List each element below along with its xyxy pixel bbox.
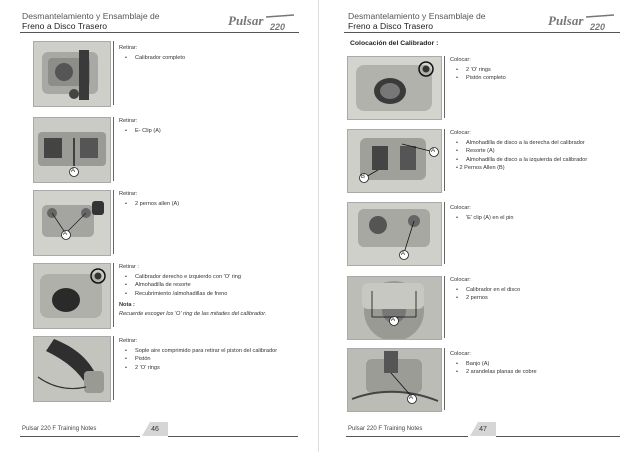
- right-step-5: [450, 350, 615, 377]
- step-item: • E- Clip (A): [125, 127, 304, 136]
- step-item: • Recubrimiento /almohadillas de freno: [125, 290, 309, 299]
- right-step-2: [450, 129, 620, 173]
- step-item: • Pistón completo: [456, 74, 615, 83]
- step-item: • Almohadilla de resorte: [125, 281, 309, 290]
- right-page-number-text: 47: [479, 426, 487, 433]
- callout-a: A: [431, 148, 436, 154]
- svg-text:Pulsar: Pulsar: [548, 13, 584, 28]
- step-item: • 2 'O' rings: [456, 66, 615, 75]
- left-header: [22, 12, 160, 31]
- left-page-number: [142, 422, 168, 436]
- svg-text:Pulsar: Pulsar: [228, 13, 264, 28]
- step-item: • Almohadilla de disco a la derecha del calibrador: [456, 139, 620, 148]
- step-heading: Retirar :: [119, 264, 139, 270]
- photo-caliper-removal: [33, 41, 111, 107]
- right-header-line1: Desmantelamiento y Ensamblaje de: [348, 11, 486, 21]
- left-step-1: [119, 44, 304, 62]
- step-item: • Sople aire comprimido para retirar el piston del calibrador: [125, 347, 309, 356]
- left-step-3: [119, 190, 304, 208]
- step-heading: Colocar:: [450, 351, 471, 357]
- step-item: • 2 'O' rings: [125, 364, 309, 373]
- step2-separator: [113, 117, 114, 181]
- right-footer-rule-b: [496, 436, 620, 437]
- note-label: Nota :: [119, 302, 135, 308]
- photo-pad-spring-fit: [347, 129, 442, 193]
- step-item: • 2 pernos allen (A): [125, 200, 304, 209]
- left-footer-rule-b: [168, 436, 298, 437]
- step4-separator: [113, 263, 114, 327]
- r-step5-separator: [444, 348, 445, 410]
- right-header-line2: Freno a Disco Trasero: [348, 20, 434, 31]
- left-page-number-text: 46: [151, 426, 159, 433]
- step-heading: Retirar:: [119, 45, 138, 51]
- right-step-3: [450, 204, 615, 222]
- step-heading: Colocar:: [450, 205, 471, 211]
- svg-text:220: 220: [590, 22, 606, 32]
- step-heading: Retirar:: [119, 191, 138, 197]
- photo-banjo-fit: [347, 348, 442, 412]
- right-step-1: [450, 56, 615, 83]
- right-footer-rule-a: [346, 436, 468, 437]
- photo-eclip-removal: [33, 117, 111, 183]
- callout-a: A: [401, 251, 406, 257]
- callout-a: A: [71, 168, 76, 174]
- r-step3-separator: [444, 202, 445, 264]
- step1-separator: [113, 41, 114, 105]
- callout-a: A: [63, 231, 68, 237]
- left-header-line1: Desmantelamiento y Ensamblaje de: [22, 11, 160, 21]
- left-step-5: [119, 337, 309, 372]
- r-step1-separator: [444, 56, 445, 118]
- step3-separator: [113, 190, 114, 254]
- right-page-number: [470, 422, 496, 436]
- step-heading: Retirar:: [119, 118, 138, 124]
- photo-eclip-fit: [347, 202, 442, 266]
- left-step-2: [119, 117, 304, 135]
- pulsar-logo: [546, 12, 616, 32]
- step-item: • Calibrador completo: [125, 54, 304, 63]
- photo-compressed-air: [33, 336, 111, 402]
- right-header: [348, 12, 486, 31]
- photo-caliper-on-disc: [347, 276, 442, 340]
- left-footer-rule-a: [20, 436, 140, 437]
- step-item: • 'E' clip (A) en el pin: [456, 214, 615, 223]
- pulsar-logo: [226, 12, 296, 32]
- left-footer: Pulsar 220 F Training Notes: [22, 426, 97, 432]
- callout-a: A: [409, 395, 414, 401]
- photo-oring-piston-fit: [347, 56, 442, 120]
- step5-separator: [113, 336, 114, 400]
- step-item: • Banjo (A): [456, 360, 615, 369]
- svg-text:220: 220: [270, 22, 286, 32]
- step-item: • Calibrador en el disco: [456, 286, 615, 295]
- step-item: • 2 pernos: [456, 294, 615, 303]
- r-step4-separator: [444, 276, 445, 338]
- left-header-line2: Freno a Disco Trasero: [22, 20, 108, 31]
- step-item: • Resorte (A): [456, 147, 620, 156]
- right-footer: Pulsar 220 F Training Notes: [348, 426, 423, 432]
- right-step-4: [450, 276, 615, 303]
- step-item: • Calibrador derecho e izquierdo con 'O' ring: [125, 273, 309, 282]
- section-title: Colocación del Calibrador :: [350, 40, 439, 47]
- page-spine: [318, 0, 319, 452]
- right-header-rule: [344, 32, 620, 33]
- callout-b: B: [361, 174, 366, 180]
- step-plain-item: • 2 Pernos Allen (B): [456, 165, 505, 171]
- step-heading: Retirar:: [119, 338, 138, 344]
- step-item: • Pistón: [125, 355, 309, 364]
- note-text: Recuerde escoger los 'O' ring de las mitades del calibrador.: [119, 310, 267, 317]
- left-header-rule: [20, 32, 299, 33]
- left-step-4: [119, 263, 309, 318]
- r-step2-separator: [444, 129, 445, 191]
- step-item: • Almohadilla de disco a la izquierda del calibrador: [456, 156, 620, 165]
- step-heading: Colocar:: [450, 277, 471, 283]
- photo-allen-bolts-removal: [33, 190, 111, 256]
- callout-a: A: [391, 317, 396, 323]
- step-item: • 2 arandelas planas de cobre: [456, 368, 615, 377]
- step-heading: Colocar:: [450, 57, 471, 63]
- photo-caliper-halves: [33, 263, 111, 329]
- step-heading: Colocar:: [450, 130, 471, 136]
